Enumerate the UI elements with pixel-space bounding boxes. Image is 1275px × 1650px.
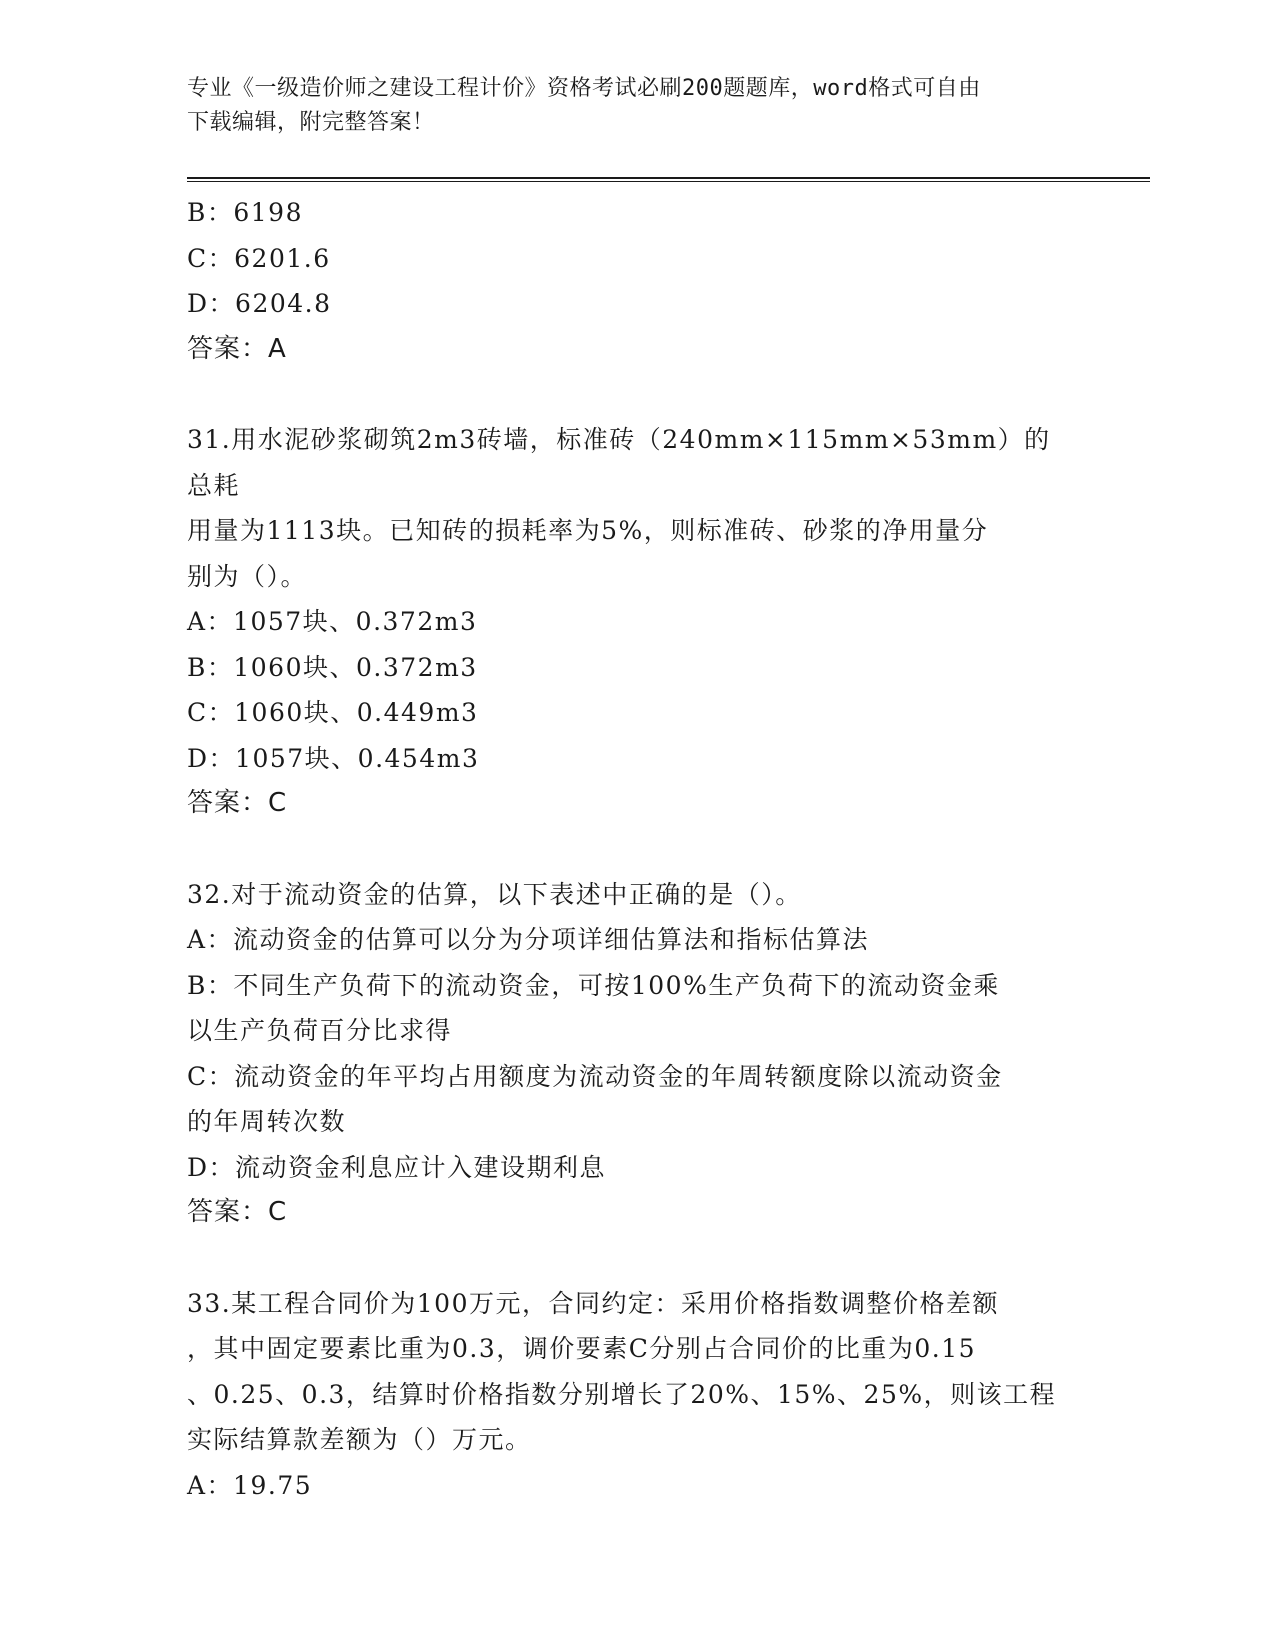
- answer-line: 答案：C: [187, 1197, 288, 1227]
- option-line: B：6198: [187, 198, 303, 227]
- question-31: [187, 417, 1077, 827]
- question-text-line: 别为（）。: [187, 561, 308, 591]
- spacer: [187, 1236, 1077, 1281]
- header-line-2: 下载编辑，附完整答案！: [187, 110, 435, 135]
- header-line-1: 专业《一级造价师之建设工程计价》资格考试必刷200题题库，word格式可自由: [187, 76, 981, 101]
- page-header: [187, 72, 1087, 140]
- question-text-line: ，其中固定要素比重为0.3，调价要素C分别占合同价的比重为0.15: [187, 1334, 977, 1363]
- answer-line: 答案：A: [187, 333, 287, 364]
- option-line: C：6201.6: [187, 243, 331, 273]
- continued-question: [187, 190, 1077, 372]
- header-rule-thin: [187, 181, 1150, 182]
- option-c-continued: 的年周转次数: [187, 1107, 347, 1136]
- option-c: C：流动资金的年平均占用额度为流动资金的年周转额度除以流动资金: [187, 1061, 1003, 1091]
- question-text-line: 实际结算款差额为（）万元。: [187, 1425, 532, 1454]
- header-rule-thick: [187, 177, 1150, 179]
- answer-line: 答案：C: [187, 788, 288, 818]
- option-line: D：6204.8: [187, 289, 332, 318]
- question-33: [187, 1281, 1077, 1509]
- option-b: B：1060块、0.372m3: [187, 652, 478, 682]
- question-text-line: 用量为1113块。已知砖的损耗率为5%，则标准砖、砂浆的净用量分: [187, 516, 989, 545]
- header-rule: [187, 177, 1150, 183]
- spacer: [187, 827, 1077, 872]
- option-b-continued: 以生产负荷百分比求得: [187, 1016, 453, 1045]
- question-32: [187, 872, 1077, 1236]
- question-text-line: 31.用水泥砂浆砌筑2m3砖墙，标准砖（240mm×115mm×53mm）的总耗: [187, 425, 1051, 500]
- spacer: [187, 372, 1077, 417]
- question-text-line: 、0.25、0.3，结算时价格指数分别增长了20%、15%、25%，则该工程: [187, 1379, 1057, 1409]
- document-body: [187, 190, 1077, 1508]
- option-c: C：1060块、0.449m3: [187, 698, 479, 727]
- option-d: D：1057块、0.454m3: [187, 743, 480, 773]
- question-text-line: 32.对于流动资金的估算，以下表述中正确的是（）。: [187, 879, 802, 909]
- option-a: A：1057块、0.372m3: [187, 607, 478, 636]
- option-a: A：流动资金的估算可以分为分项详细估算法和指标估算法: [187, 925, 870, 954]
- option-d: D：流动资金利息应计入建设期利息: [187, 1152, 607, 1182]
- option-a: A：19.75: [187, 1470, 313, 1500]
- question-text-line: 33.某工程合同价为100万元，合同约定：采用价格指数调整价格差额: [187, 1288, 999, 1318]
- option-b: B：不同生产负荷下的流动资金，可按100%生产负荷下的流动资金乘: [187, 970, 1000, 1000]
